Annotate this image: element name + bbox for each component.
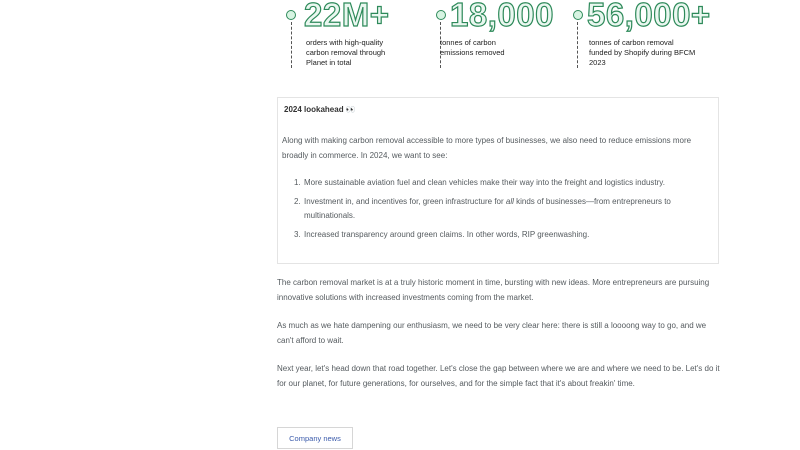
lookahead-callout xyxy=(277,97,719,264)
list-item-text: More sustainable aviation fuel and clean vehicles make their way into the freight and logistics industry. xyxy=(304,178,665,187)
company-news-button[interactable]: Company news xyxy=(277,427,353,449)
stat-dashed-line xyxy=(577,22,578,68)
stat-value: 56,000+ xyxy=(587,0,711,33)
list-item xyxy=(278,228,714,242)
list-item-number: 3. xyxy=(294,230,301,239)
list-item-emphasis: all xyxy=(505,197,514,206)
stat-caption-line: tonnes of carbon xyxy=(440,38,496,47)
stat-marker-dot xyxy=(436,10,446,20)
stat-caption xyxy=(306,38,426,68)
list-item-number: 1. xyxy=(294,178,301,187)
stat-value: 18,000 xyxy=(450,0,554,33)
stat-caption-line: orders with high-quality xyxy=(306,38,384,47)
stat-value: 22M+ xyxy=(304,0,390,33)
stat-dashed-line xyxy=(291,22,292,68)
stats-row xyxy=(284,0,724,72)
stat-caption xyxy=(589,38,729,68)
body-paragraph: Next year, let's head down that road together. Let's close the gap between where we are and where we need to be. Let's do it for our planet, for future generations, for ourselves, and for the simple fact that it's about freakin' time. xyxy=(277,364,720,388)
stat-caption-line: Planet in total xyxy=(306,58,352,67)
list-item xyxy=(278,176,714,190)
list-item-text: Investment in, and incentives for, green infrastructure for xyxy=(304,197,506,206)
stat-caption-line: emissions removed xyxy=(440,48,505,57)
body-paragraph: As much as we hate dampening our enthusiasm, we need to be very clear here: there is still a loooong way to go, and we can't afford to wait. xyxy=(277,321,707,345)
lookahead-title: 2024 lookahead 👀 xyxy=(284,105,356,114)
stat-caption-line: funded by Shopify during BFCM xyxy=(589,48,696,57)
stat-caption xyxy=(440,38,560,58)
lookahead-intro: Along with making carbon removal accessible to more types of businesses, we also need to reduce emissions more broadly in commerce. In 2024, we want to see: xyxy=(282,136,692,160)
list-item-number: 2. xyxy=(294,197,301,206)
body-paragraph: The carbon removal market is at a truly historic moment in time, bursting with new ideas. More entrepreneurs are pursuing innovative solutions with increased investments coming from the market. xyxy=(277,278,710,302)
stat-caption-line: carbon removal through xyxy=(306,48,386,57)
list-item xyxy=(278,195,714,223)
stat-marker-dot xyxy=(573,10,583,20)
stat-caption-line: 2023 xyxy=(589,58,606,67)
stat-caption-line: tonnes of carbon removal xyxy=(589,38,674,47)
stat-marker-dot xyxy=(286,10,296,20)
list-item-text: Increased transparency around green claims. In other words, RIP greenwashing. xyxy=(304,230,590,239)
lookahead-list xyxy=(278,176,718,247)
list-item-text: kinds of businesses—from entrepreneurs to multinationals. xyxy=(304,197,671,220)
